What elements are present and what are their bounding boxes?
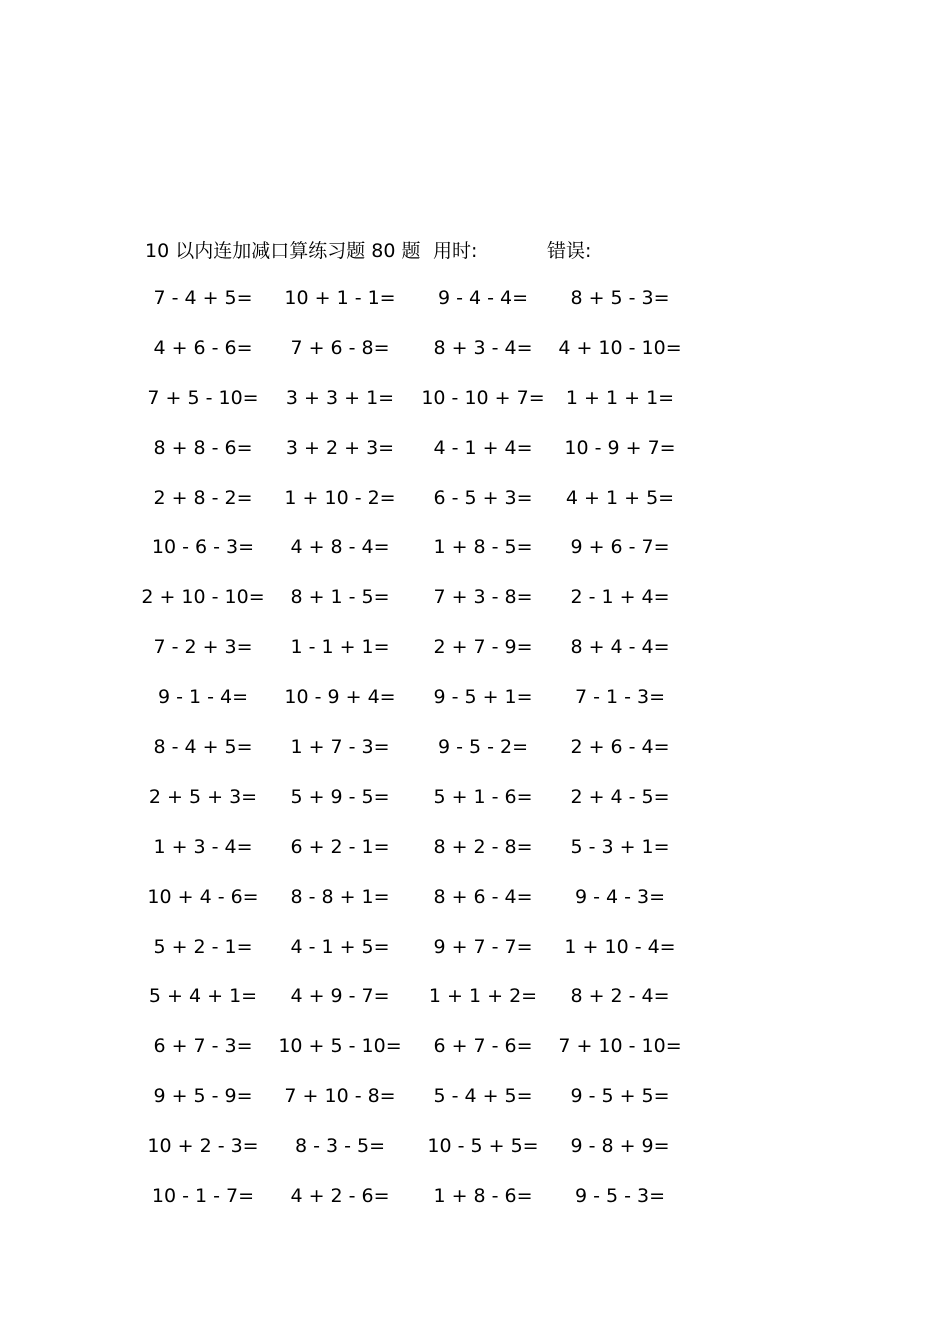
- math-problem: 6 + 7 - 6=: [433, 1035, 533, 1058]
- math-problem: 2 + 7 - 9=: [433, 636, 533, 659]
- worksheet-header: [0, 236, 950, 266]
- math-problem: 4 + 10 - 10=: [558, 336, 682, 359]
- math-problem: 3 + 3 + 1=: [285, 386, 395, 409]
- math-problem: 10 - 5 + 5=: [427, 1135, 539, 1158]
- math-problem: 6 - 5 + 3=: [433, 486, 533, 509]
- math-problem: 9 - 4 - 4=: [437, 287, 529, 309]
- math-problem: 2 - 1 + 4=: [570, 586, 670, 609]
- math-problem: 2 + 4 - 5=: [570, 785, 670, 808]
- math-problem: 4 + 1 + 5=: [565, 486, 675, 509]
- problem-row: [0, 882, 950, 932]
- math-problem: 3 + 2 + 3=: [285, 436, 395, 459]
- math-problem: 10 + 5 - 10=: [278, 1035, 402, 1058]
- math-problem: 9 - 1 - 4=: [157, 686, 249, 709]
- problem-row: [0, 932, 950, 982]
- math-problem: 9 - 8 + 9=: [570, 1135, 670, 1158]
- math-problem: 9 - 5 - 2=: [437, 736, 529, 759]
- math-problem: 10 - 1 - 7=: [151, 1185, 255, 1208]
- math-problem: 9 + 6 - 7=: [570, 536, 670, 559]
- math-problem: 4 - 1 + 4=: [433, 436, 533, 459]
- math-problem: 7 - 4 + 5=: [153, 287, 253, 309]
- math-problem: 1 + 7 - 3=: [290, 736, 390, 759]
- math-problem: 10 - 9 + 7=: [564, 436, 676, 459]
- math-problem: 7 + 10 - 8=: [284, 1085, 396, 1108]
- problem-row: [0, 1181, 950, 1231]
- math-problem: 9 + 7 - 7=: [433, 935, 533, 958]
- math-problem: 10 - 6 - 3=: [151, 536, 255, 559]
- problem-row: [0, 283, 950, 333]
- math-problem: 6 + 2 - 1=: [290, 835, 390, 858]
- math-problem: 1 + 3 - 4=: [153, 835, 253, 858]
- problem-row: [0, 632, 950, 682]
- math-problem: 10 + 1 - 1=: [284, 287, 396, 309]
- math-problem: 9 - 4 - 3=: [574, 885, 666, 908]
- problem-row: [0, 333, 950, 383]
- problem-row: [0, 433, 950, 483]
- time-label: 用时:: [433, 240, 478, 262]
- math-problem: 1 + 8 - 6=: [433, 1185, 533, 1208]
- math-problem: 2 + 8 - 2=: [153, 486, 253, 509]
- math-problem: 5 - 4 + 5=: [433, 1085, 533, 1108]
- math-problem: 10 - 9 + 4=: [284, 686, 396, 709]
- problem-row: [0, 1031, 950, 1081]
- problem-row: [0, 483, 950, 533]
- math-problem: 7 - 1 - 3=: [574, 686, 666, 709]
- problem-row: [0, 582, 950, 632]
- math-problem: 4 + 2 - 6=: [290, 1185, 390, 1208]
- error-label: 错误:: [547, 240, 592, 262]
- math-problem: 1 + 10 - 2=: [284, 486, 396, 509]
- math-problem: 7 + 10 - 10=: [558, 1035, 682, 1058]
- problem-row: [0, 1081, 950, 1131]
- math-problem: 2 + 10 - 10=: [141, 586, 265, 609]
- math-problem: 1 + 1 + 1=: [565, 386, 675, 409]
- math-problem: 4 - 1 + 5=: [290, 935, 390, 958]
- math-problem: 5 + 1 - 6=: [433, 785, 533, 808]
- problem-row: [0, 532, 950, 582]
- math-problem: 7 + 3 - 8=: [433, 586, 533, 609]
- math-problem: 1 - 1 + 1=: [290, 636, 390, 659]
- math-problem: 5 + 4 + 1=: [148, 985, 258, 1008]
- math-problem: 1 + 10 - 4=: [564, 935, 676, 958]
- math-problem: 8 + 8 - 6=: [153, 436, 253, 459]
- math-problem: 5 + 9 - 5=: [290, 785, 390, 808]
- problem-row: [0, 732, 950, 782]
- math-problem: 4 + 9 - 7=: [290, 985, 390, 1008]
- math-problem: 6 + 7 - 3=: [153, 1035, 253, 1058]
- math-problem: 10 + 4 - 6=: [147, 885, 259, 908]
- problem-row: [0, 383, 950, 433]
- math-problem: 8 + 4 - 4=: [570, 636, 670, 659]
- problem-row: [0, 981, 950, 1031]
- math-problem: 9 + 5 - 9=: [153, 1085, 253, 1108]
- problem-row: [0, 832, 950, 882]
- problem-row: [0, 682, 950, 732]
- worksheet-title: 10 以内连加减口算练习题 80 题: [145, 240, 421, 262]
- math-problem: 2 + 5 + 3=: [148, 785, 258, 808]
- math-problem: 9 - 5 + 5=: [570, 1085, 670, 1108]
- math-problem: 5 - 3 + 1=: [570, 835, 670, 858]
- math-problem: 7 + 5 - 10=: [147, 386, 259, 409]
- math-problem: 4 + 6 - 6=: [153, 336, 253, 359]
- math-problem: 8 + 1 - 5=: [290, 586, 390, 609]
- math-problem: 8 - 8 + 1=: [290, 885, 390, 908]
- math-problem: 10 + 2 - 3=: [147, 1135, 259, 1158]
- problem-grid: [0, 283, 950, 1231]
- math-problem: 9 - 5 - 3=: [574, 1185, 666, 1208]
- math-problem: 4 + 8 - 4=: [290, 536, 390, 559]
- math-problem: 1 + 1 + 2=: [428, 985, 538, 1008]
- math-problem: 8 - 4 + 5=: [153, 736, 253, 759]
- math-problem: 2 + 6 - 4=: [570, 736, 670, 759]
- math-problem: 8 + 3 - 4=: [433, 336, 533, 359]
- math-problem: 8 + 5 - 3=: [570, 287, 670, 309]
- problem-row: [0, 782, 950, 832]
- math-problem: 8 + 6 - 4=: [433, 885, 533, 908]
- math-problem: 9 - 5 + 1=: [433, 686, 533, 709]
- problem-row: [0, 1131, 950, 1181]
- math-problem: 8 - 3 - 5=: [294, 1135, 386, 1158]
- math-problem: 5 + 2 - 1=: [153, 935, 253, 958]
- math-problem: 8 + 2 - 4=: [570, 985, 670, 1008]
- math-problem: 1 + 8 - 5=: [433, 536, 533, 559]
- math-problem: 10 - 10 + 7=: [421, 386, 545, 409]
- math-problem: 7 + 6 - 8=: [290, 336, 390, 359]
- math-problem: 8 + 2 - 8=: [433, 835, 533, 858]
- math-problem: 7 - 2 + 3=: [153, 636, 253, 659]
